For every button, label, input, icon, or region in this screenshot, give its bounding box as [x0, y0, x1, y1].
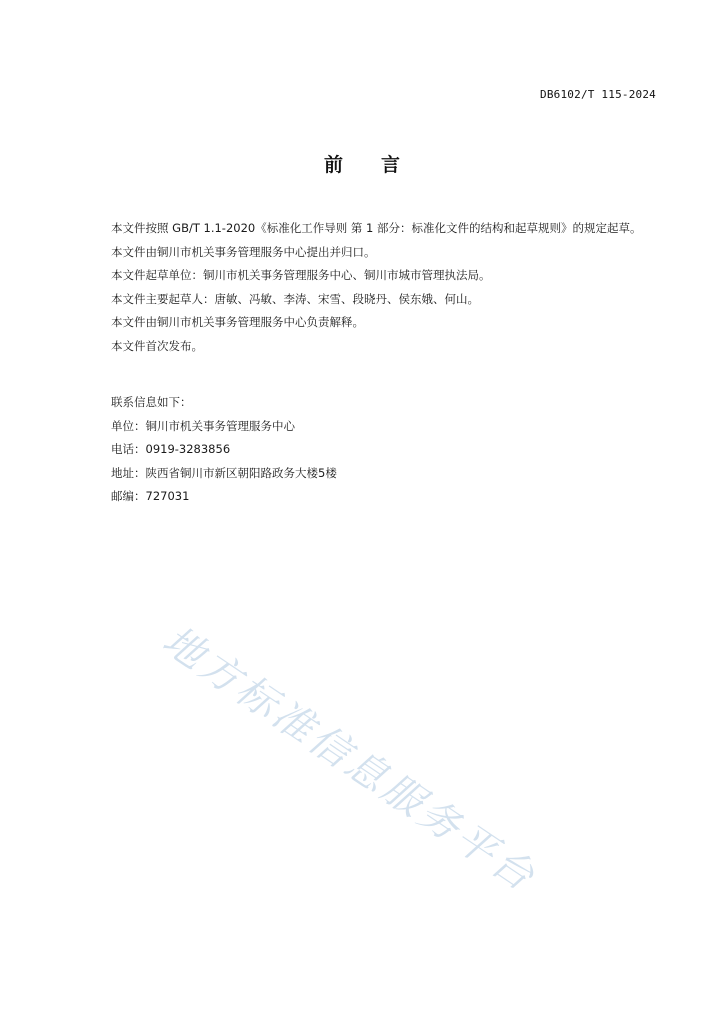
watermark: 地方标准信息服务平台 — [154, 617, 545, 902]
contact-heading: 联系信息如下： — [111, 395, 192, 409]
contact-info — [111, 391, 337, 509]
contact-address: 地址：陕西省铜川市新区朝阳路政务大楼5楼 — [111, 465, 337, 480]
title-part-2: 言 — [381, 154, 401, 176]
paragraph-first-release: 本文件首次发布。 — [111, 338, 203, 353]
paragraph-interpretation: 本文件由铜川市机关事务管理服务中心负责解释。 — [111, 315, 364, 330]
contact-phone: 电话：0919-3283856 — [111, 442, 231, 457]
foreword-body — [87, 217, 657, 359]
contact-postcode: 邮编：727031 — [111, 489, 190, 504]
document-code: DB6102/T 115-2024 — [540, 88, 656, 101]
paragraph-drafting-basis: 本文件按照 GB/T 1.1-2020《标准化工作导则 第 1 部分：标准化文件的结构和起草规则》的规定起草。 — [111, 221, 642, 235]
contact-unit: 单位：铜川市机关事务管理服务中心 — [111, 418, 295, 433]
paragraph-drafting-units: 本文件起草单位：铜川市机关事务管理服务中心、铜川市城市管理执法局。 — [111, 268, 491, 283]
page-title — [0, 150, 724, 177]
paragraph-proposer: 本文件由铜川市机关事务管理服务中心提出并归口。 — [111, 244, 376, 259]
title-part-1: 前 — [323, 154, 343, 176]
paragraph-drafters: 本文件主要起草人：唐敏、冯敏、李涛、宋雪、段晓丹、侯东娥、何山。 — [111, 291, 479, 306]
